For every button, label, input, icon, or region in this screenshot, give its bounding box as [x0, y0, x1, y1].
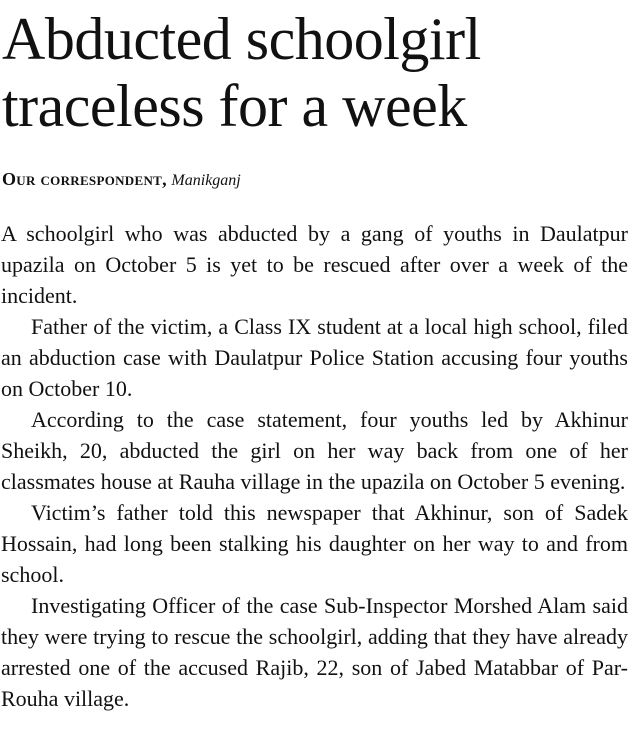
- paragraph: Investigating Officer of the case Sub-Inspector Morshed Alam said they were trying to rescue the schoolgirl, adding that they have already arrested one of the accused Rajib, 22, son of Jabed Matabbar of Par-Rouha village.: [1, 593, 628, 711]
- byline: [2, 168, 241, 192]
- paragraph: According to the case statement, four youths led by Akhinur Sheikh, 20, abducted the girl on her way back from one of her classmates house at Rauha village in the upazila on October 5 evening.: [1, 407, 628, 494]
- byline-location: Manikganj: [171, 172, 241, 189]
- article-body: [1, 218, 628, 714]
- paragraph: Father of the victim, a Class IX student at a local high school, filed an abduction case with Daulatpur Police Station accusing four youths on October 10.: [1, 314, 628, 401]
- paragraph: Victim’s father told this newspaper that Akhinur, son of Sadek Hossain, had long been stalking his daughter on her way to and from school.: [1, 500, 628, 587]
- headline: Abducted schoolgirl traceless for a week: [2, 6, 481, 139]
- paragraph: A schoolgirl who was abducted by a gang of youths in Daulatpur upazila on October 5 is yet to be rescued after over a week of the incident.: [1, 221, 628, 308]
- byline-author: Our correspondent,: [2, 169, 167, 189]
